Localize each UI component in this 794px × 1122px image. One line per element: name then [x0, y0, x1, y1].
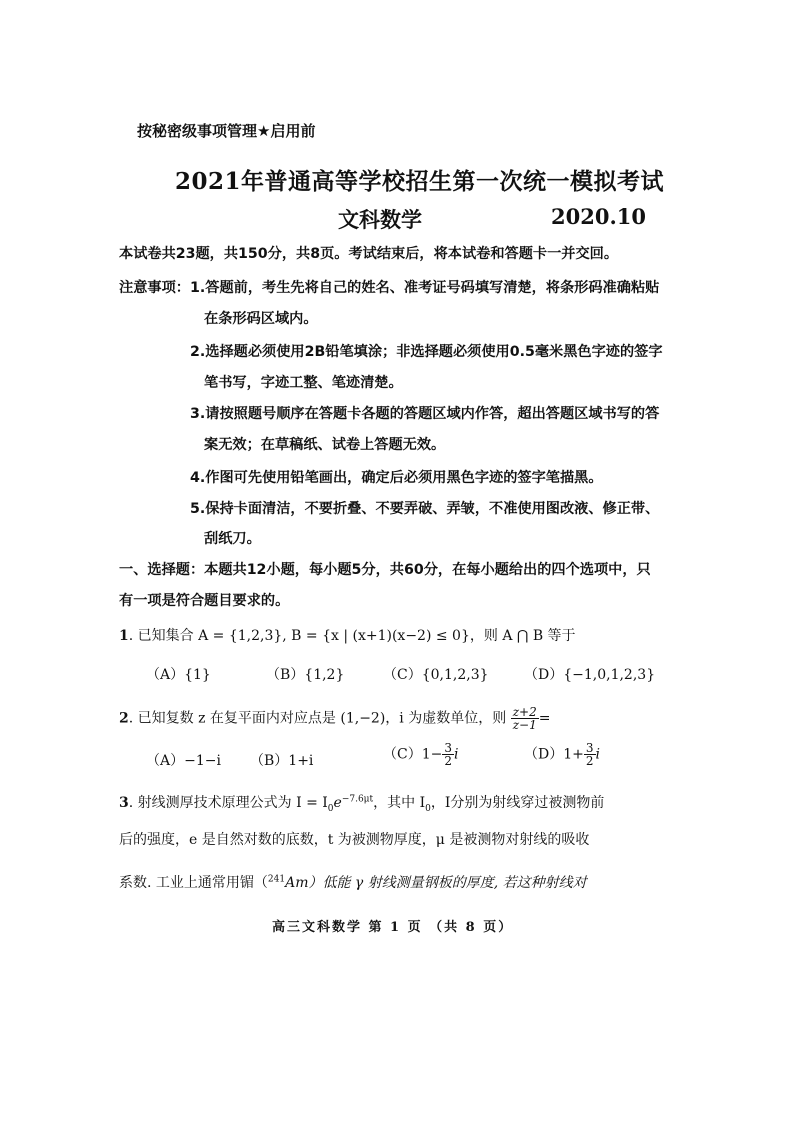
- note-3-line1: 3.请按照题号顺序在答题卡各题的答题区域内作答，超出答题区域书写的答: [190, 406, 660, 422]
- question-number: 1: [119, 628, 129, 644]
- question-1: [119, 625, 576, 645]
- note-1-line1: 1.答题前，考生先将自己的姓名、准考证号码填写清楚，将条形码准确粘贴: [190, 280, 660, 296]
- intro-text: 本试卷共23题，共150分，共8页。考试结束后，将本试卷和答题卡一并交回。: [119, 246, 619, 262]
- exam-subject: 文科数学: [338, 207, 422, 232]
- note-1-line2: 在条形码区域内。: [204, 311, 318, 327]
- q1-option-d: （D）{−1,0,1,2,3}: [524, 667, 656, 683]
- question-number: 3: [119, 795, 129, 811]
- exam-title: 2021年普通高等学校招生第一次统一模拟考试: [175, 168, 665, 195]
- q1-option-b: （B）{1,2}: [266, 667, 345, 683]
- note-5-line1: 5.保持卡面清洁，不要折叠、不要弄破、弄皱，不准使用图改液、修正带、: [190, 501, 660, 517]
- q2-option-b: （B）1+i: [250, 753, 314, 769]
- question-3-line2: 后的强度，e 是自然对数的底数，t 为被测物厚度，μ 是被测物对射线的吸收: [119, 832, 590, 848]
- page-footer: 高三文科数学 第 1 页 （共 8 页）: [272, 920, 514, 935]
- fraction: $\frac{3}{2}$: [444, 741, 452, 768]
- secret-mark: 按秘密级事项管理★启用前: [137, 122, 316, 140]
- note-3-line2: 案无效；在草稿纸、试卷上答题无效。: [204, 437, 446, 453]
- question-3-line3: 系数. 工业上通常用镅（$^{241}$Am）低能 γ 射线测量钢板的厚度, 若这种射线对: [119, 874, 587, 891]
- note-4-line1: 4.作图可先使用铅笔画出，确定后必须用黑色字迹的签字笔描黑。: [190, 470, 603, 486]
- q1-option-c: （C）{0,1,2,3}: [383, 667, 489, 683]
- notes-label: 注意事项：: [119, 280, 190, 296]
- q1-option-a: （A）{1}: [146, 667, 211, 683]
- section1-line2: 有一项是符合题目要求的。: [119, 593, 290, 609]
- q2-option-c: （C）1− $\frac{3}{2}$ i: [383, 741, 459, 768]
- exam-date: 2020.10: [551, 204, 646, 229]
- question-stem: . 已知复数 z 在复平面内对应点是 (1,−2)，i 为虚数单位，则: [128, 710, 507, 727]
- note-2-line2: 笔书写，字迹工整、笔迹清楚。: [204, 375, 403, 391]
- section1-line1: 一、选择题：本题共12小题，每小题5分，共60分，在每小题给出的四个选项中，只: [119, 562, 651, 578]
- fraction: $\frac{z+2}{z-1}$: [512, 705, 537, 732]
- fraction: $\frac{3}{2}$: [585, 741, 594, 768]
- question-2: 2. 已知复数 z 在复平面内对应点是 (1,−2)，i 为虚数单位，则 $\frac{z+2}{z-1}$ =: [119, 705, 551, 732]
- q2-option-d: （D）1+ $\frac{3}{2}$ i: [524, 741, 600, 768]
- question-stem: . 已知集合 A = {1,2,3}, B = {x | (x+1)(x−2) ≤ 0}，则 A ⋂ B 等于: [128, 628, 576, 644]
- q2-option-a: （A）−1−i: [146, 753, 221, 769]
- note-2-line1: 2.选择题必须使用2B铅笔填涂；非选择题必须使用0.5毫米黑色字迹的签字: [190, 344, 663, 360]
- question-3-line1: 3. 射线测厚技术原理公式为 $I = I_0e^{-7.6\mu t}$，其中 $I_0$，I分别为射线穿过被测物前: [119, 794, 605, 814]
- note-5-line2: 刮纸刀。: [204, 531, 261, 547]
- question-number: 2: [119, 710, 129, 727]
